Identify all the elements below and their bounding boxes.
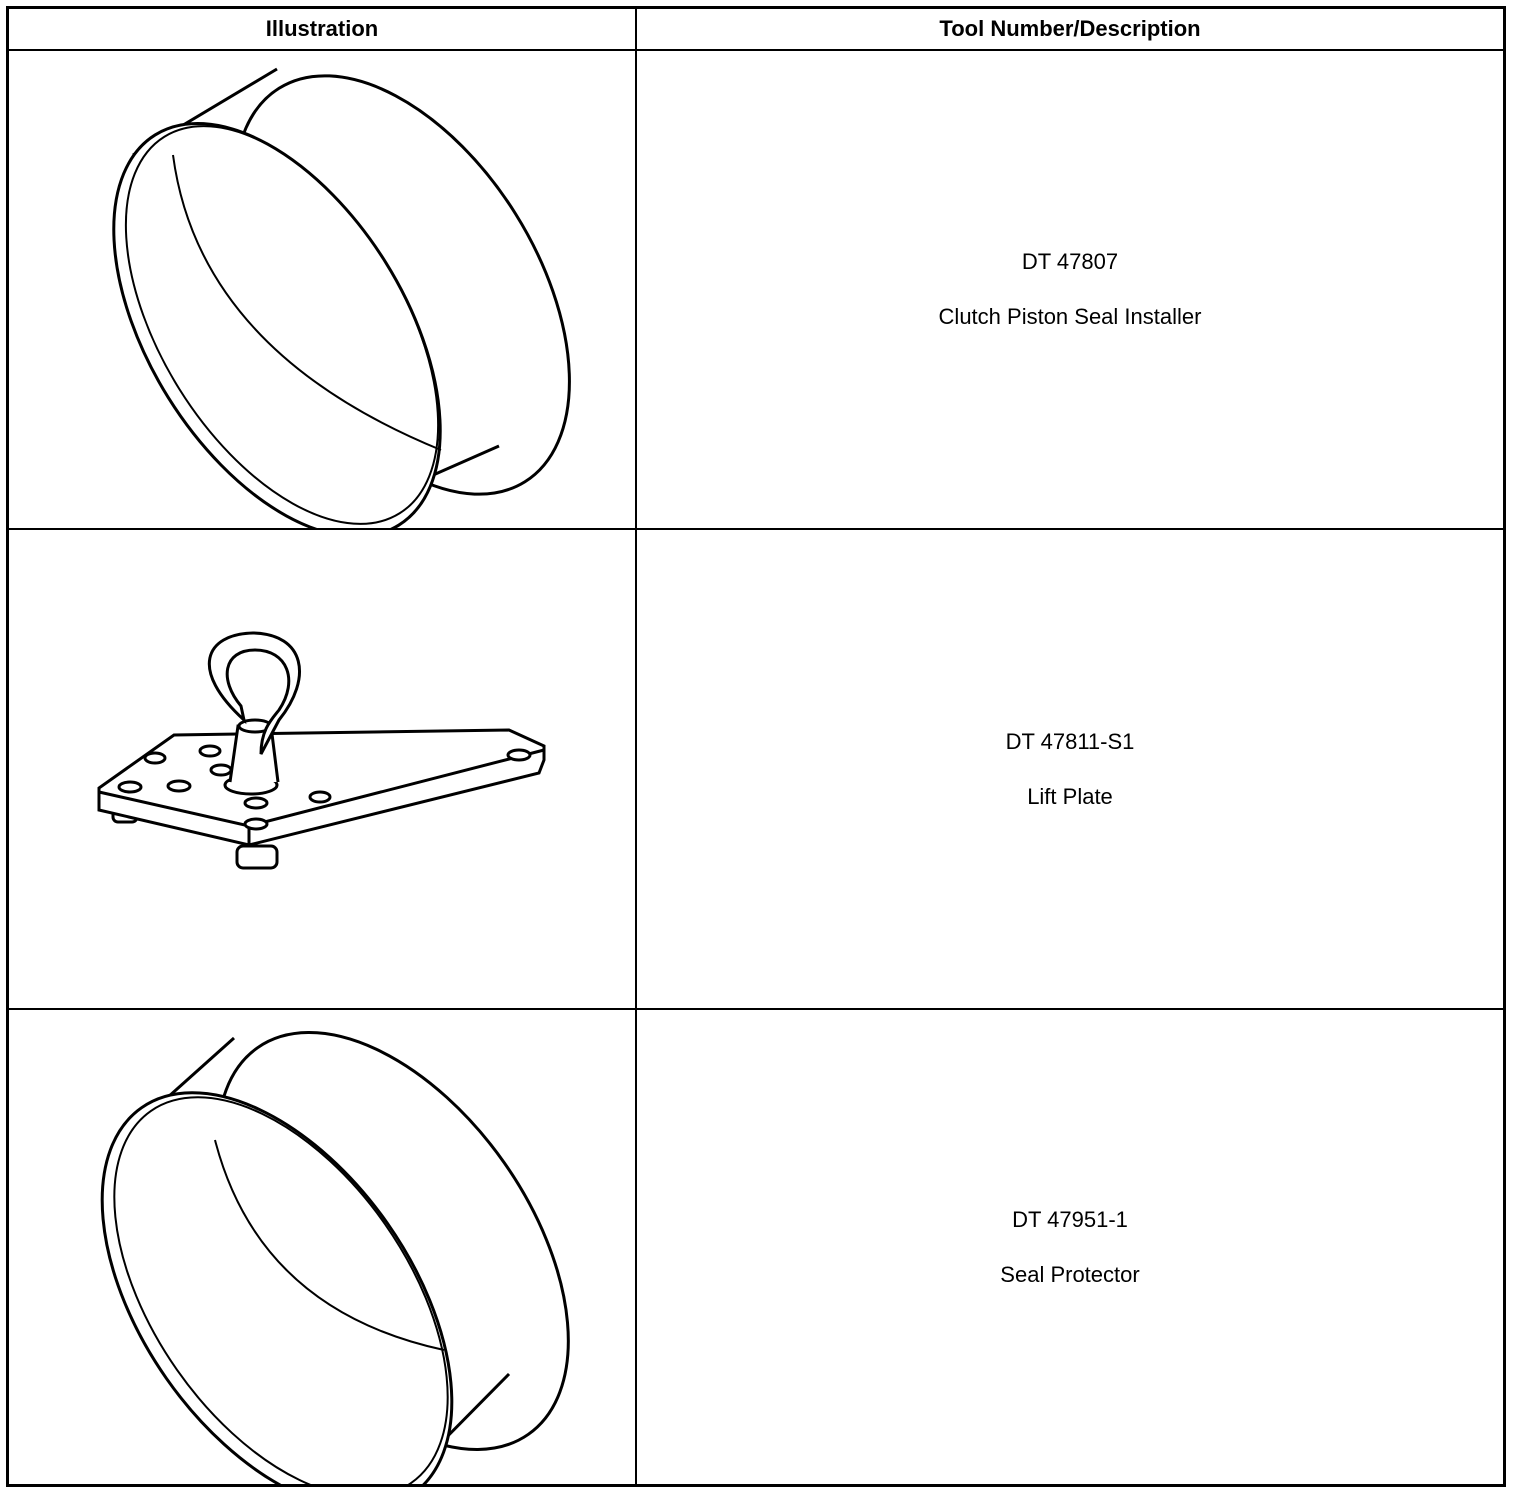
tool-number: DT 47807 bbox=[1021, 249, 1119, 274]
tool-name: Seal Protector bbox=[1000, 1261, 1140, 1287]
tool-description-cell bbox=[637, 530, 1503, 1008]
tool-name: Lift Plate bbox=[1027, 783, 1113, 809]
header-illustration: Illustration bbox=[265, 16, 379, 41]
lift-plate-icon bbox=[9, 530, 635, 1008]
illustration-cell bbox=[9, 51, 635, 528]
tool-number: DT 47951-1 bbox=[1012, 1206, 1128, 1232]
tool-name: Clutch Piston Seal Installer bbox=[938, 304, 1202, 329]
seal-installer-ring-icon bbox=[9, 51, 635, 528]
table-row bbox=[9, 51, 1503, 528]
seal-protector-ring-icon bbox=[9, 1010, 635, 1484]
illustration-cell bbox=[9, 530, 635, 1008]
tool-description-cell bbox=[637, 1010, 1503, 1484]
tool-description-cell bbox=[637, 51, 1503, 528]
table-row bbox=[9, 530, 1503, 1008]
table-row bbox=[9, 1010, 1503, 1484]
header-tool-number-description: Tool Number/Description bbox=[939, 16, 1201, 41]
tool-number: DT 47811-S1 bbox=[1005, 728, 1135, 754]
illustration-cell bbox=[9, 1010, 635, 1484]
tool-table bbox=[6, 6, 1506, 1487]
